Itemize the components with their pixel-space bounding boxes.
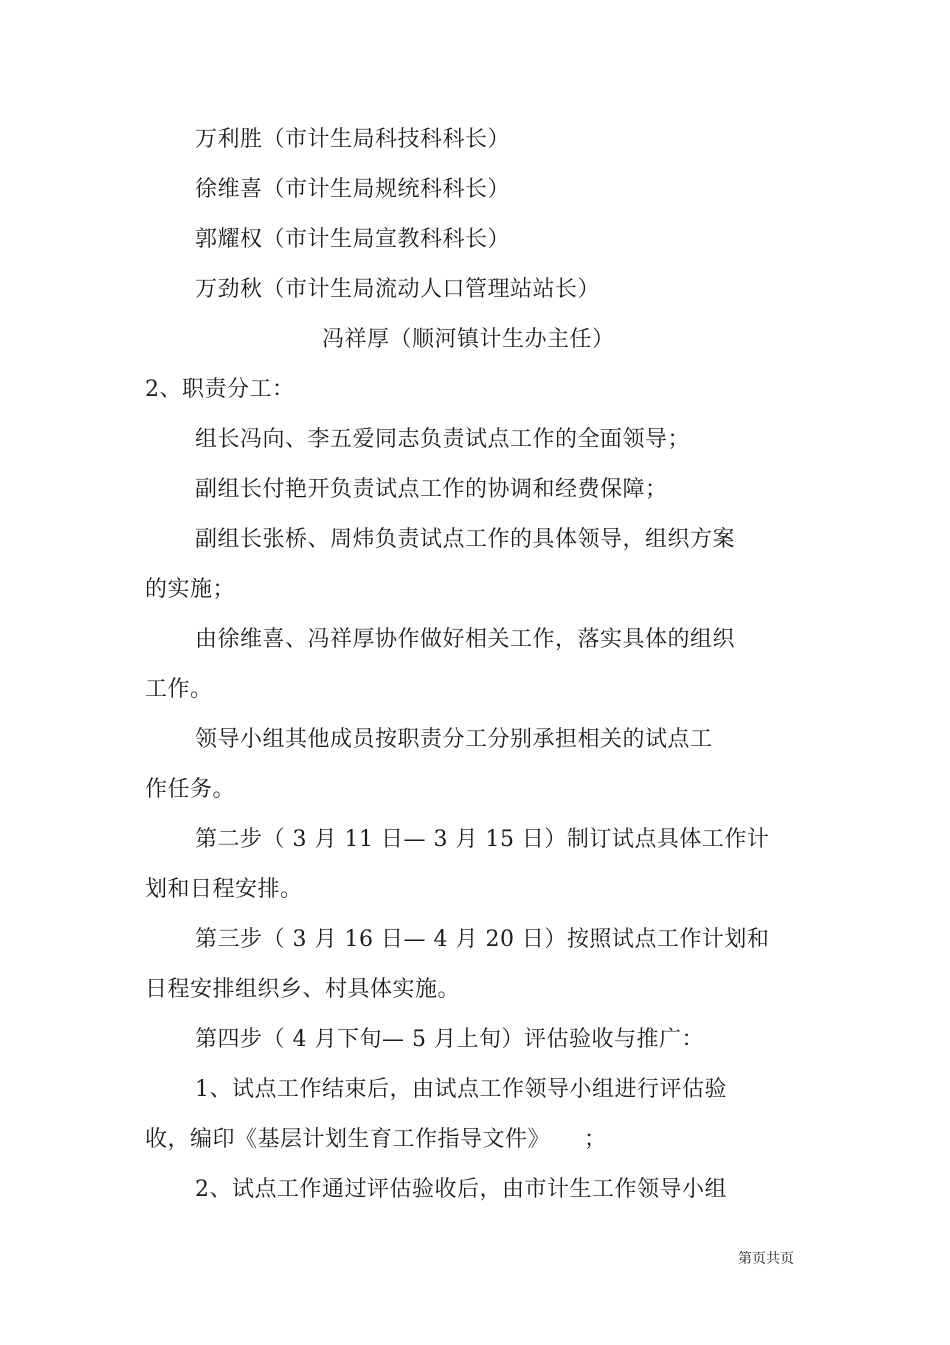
step-four-item-line: 1、试点工作结束后，由试点工作领导小组进行评估验 [195, 1077, 727, 1102]
member-line-xu-weixi: 徐维喜（市计生局规统科科长） [195, 177, 511, 202]
duty-paragraph-line: 工作。 [145, 677, 213, 702]
step-two-line: 划和日程安排。 [145, 877, 303, 902]
member-line-guo-yaoquan: 郭耀权（市计生局宣教科科长） [195, 227, 511, 252]
member-line-feng-xianghou: 冯祥厚（顺河镇计生办主任） [322, 327, 615, 352]
step-four-line: 第四步（ 4 月下旬— 5 月上旬）评估验收与推广： [195, 1027, 704, 1052]
duty-paragraph-line: 副组长付艳开负责试点工作的协调和经费保障； [195, 477, 668, 502]
duty-paragraph-line: 领导小组其他成员按职责分工分别承担相关的试点工 [195, 727, 713, 752]
section-heading-duties: 2、职责分工： [145, 377, 295, 402]
step-two-line: 第二步（ 3 月 11 日— 3 月 15 日）制订试点具体工作计 [195, 827, 770, 852]
member-line-wan-jinqiu: 万劲秋（市计生局流动人口管理站站长） [195, 277, 601, 302]
step-three-line: 日程安排组织乡、村具体实施。 [145, 977, 461, 1002]
duty-paragraph-line: 的实施； [145, 577, 236, 602]
step-three-line: 第三步（ 3 月 16 日— 4 月 20 日）按照试点工作计划和 [195, 927, 770, 952]
step-four-item-line: 2、试点工作通过评估验收后，由市计生工作领导小组 [195, 1177, 727, 1202]
duty-paragraph-line: 由徐维喜、冯祥厚协作做好相关工作，落实具体的组织 [195, 627, 736, 652]
duty-paragraph-line: 副组长张桥、周炜负责试点工作的具体领导，组织方案 [195, 527, 736, 552]
duty-paragraph-line: 作任务。 [145, 777, 236, 802]
step-four-item-line: 收，编印《基层计划生育工作指导文件》 ； [145, 1127, 607, 1152]
page-footer: 第页共页 [738, 1251, 794, 1267]
member-line-wan-lisheng: 万利胜（市计生局科技科科长） [195, 127, 511, 152]
duty-paragraph-line: 组长冯向、李五爱同志负责试点工作的全面领导； [195, 427, 691, 452]
